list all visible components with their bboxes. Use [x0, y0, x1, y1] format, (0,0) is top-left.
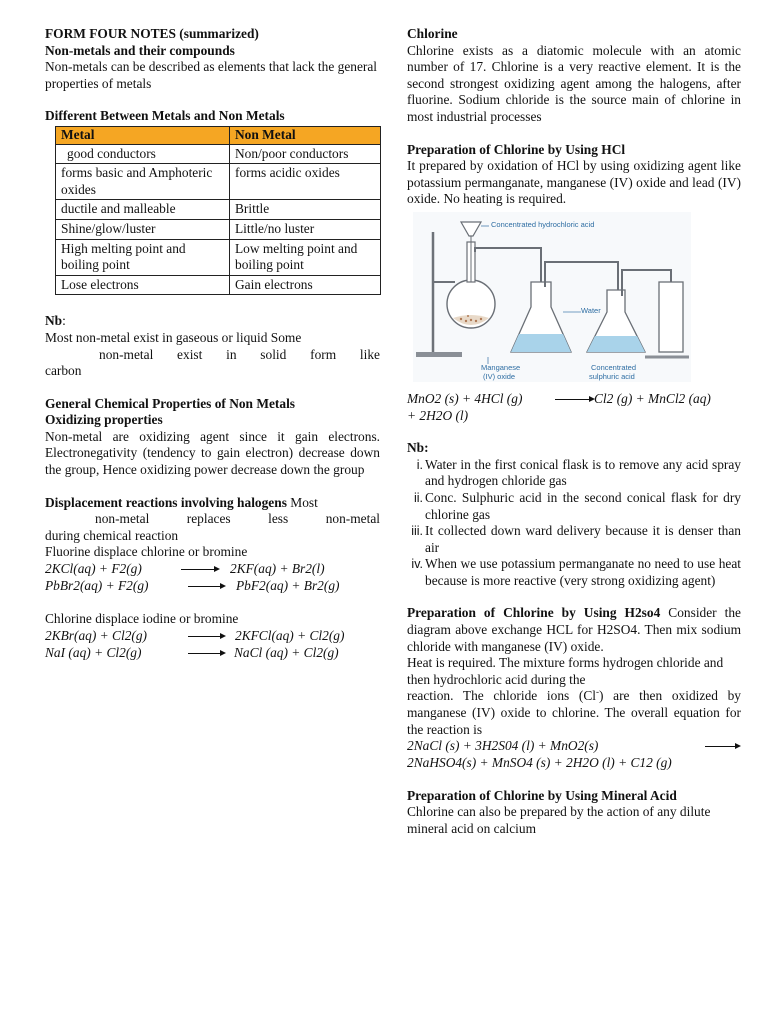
nb-heading-right: Nb:: [407, 440, 429, 456]
chlorine-apparatus-diagram: [413, 212, 691, 382]
right-column: [407, 26, 741, 838]
fluorine-line: Fluorine displace chlorine or bromine: [45, 544, 248, 560]
displacement-text-2: non-metal replaces less non-metal: [95, 511, 380, 527]
chloride-charge: -: [596, 686, 599, 697]
list-item: [407, 523, 741, 556]
h2so4-equation-products: 2NaHSO4(s) + MnSO4 (s) + 2H2O (l) + C12 (g): [407, 755, 672, 771]
page-title: FORM FOUR NOTES (summarized): [45, 26, 259, 41]
list-text: It collected down ward delivery because it is denser than air: [425, 523, 741, 555]
arrow-icon: [188, 586, 224, 587]
chem-properties-heading: General Chemical Properties of Non Metals: [45, 395, 296, 411]
table-cell: forms basic and Amphoteric oxides: [56, 164, 230, 200]
h2so4-text-1: Consider the diagram above exchange HCL for H2SO4. Then mix sodium chloride with manganese (IV) oxide.: [407, 605, 741, 654]
table-cell: Little/no luster: [230, 219, 381, 239]
mineral-acid-heading: Preparation of Chlorine by Using Mineral Acid: [407, 787, 677, 803]
nb-text-2: non-metal exist in solid form like: [99, 346, 380, 362]
h2so4-paragraph-1: [407, 605, 741, 655]
hcl-equation: [407, 391, 741, 408]
equation-4-reactants: NaI (aq) + Cl2(g): [45, 644, 142, 660]
table-cell: Gain electrons: [230, 275, 381, 295]
metal-nonmetal-table: [55, 126, 381, 295]
table-row: [56, 144, 381, 164]
equation-1-reactants: 2KCl(aq) + F2(g): [45, 561, 142, 577]
figure-label-mno2-1: Manganese: [481, 362, 521, 372]
hcl-equation-products: Cl2 (g) + MnCl2 (aq): [594, 390, 711, 406]
left-column: [45, 26, 380, 662]
figure-label-acid: Concentrated hydrochloric acid: [491, 219, 595, 229]
comparison-heading: Different Between Metals and Non Metals: [45, 108, 285, 124]
table-row: [56, 164, 381, 200]
table-cell: Brittle: [230, 200, 381, 220]
table-header-metal: Metal: [56, 126, 230, 144]
arrow-icon: [188, 636, 224, 637]
arrow-icon: [555, 399, 593, 400]
displacement-text-3: during chemical reaction: [45, 527, 179, 543]
figure-label-mno2-2: (IV) oxide: [483, 371, 516, 381]
gas-jar: [659, 282, 683, 352]
table-row: [56, 200, 381, 220]
table-cell: ductile and malleable: [56, 200, 230, 220]
list-number: i.: [416, 457, 423, 472]
notes-list: [407, 457, 741, 590]
arrow-icon: [705, 746, 739, 747]
h2so4-text-2: Heat is required. The mixture forms hydrogen chloride and then hydrochloric acid during the: [407, 655, 724, 687]
list-item: [407, 490, 741, 523]
list-text: When we use potassium permanganate no need to use heat because is more reactive (very strong oxidizing agent): [425, 556, 741, 588]
nb-text: Most non-metal exist in gaseous or liquid Some: [45, 329, 302, 345]
table-cell: good conductors: [56, 144, 230, 164]
displacement-heading: Displacement reactions involving halogens: [45, 494, 287, 510]
equation-1-products: 2KF(aq) + Br2(l): [230, 561, 325, 577]
equation-3-products: 2KFCl(aq) + Cl2(g): [235, 627, 345, 643]
table-cell: Shine/glow/luster: [56, 219, 230, 239]
table-cell: Non/poor conductors: [230, 144, 381, 164]
equation-2-products: PbF2(aq) + Br2(g): [236, 578, 340, 594]
h2so4-paragraph-3: [407, 688, 741, 738]
hcl-text: It prepared by oxidation of HCl by using oxidizing agent like potassium permanganate, manganese (IV) oxide and lead (IV) oxide. No heating is required.: [407, 158, 741, 207]
list-number: iii.: [411, 524, 423, 539]
equation-4-products: NaCl (aq) + Cl2(g): [234, 644, 339, 660]
equation-2: [45, 578, 380, 595]
list-number: iv.: [411, 557, 423, 572]
arrow-icon: [188, 653, 224, 654]
list-item: [407, 556, 741, 589]
chlorine-heading: Chlorine: [407, 26, 458, 41]
intro-text: Non-metals can be described as elements that lack the general properties of metals: [45, 59, 378, 91]
figure-label-h2so4-2: sulphuric acid: [589, 371, 635, 381]
table-row: [56, 275, 381, 295]
stand-base: [416, 352, 462, 357]
apparatus-figure: [413, 212, 741, 387]
h2so4-heading: Preparation of Chlorine by Using H2so4: [407, 605, 661, 621]
equation-4: [45, 645, 380, 662]
table-header-row: [56, 126, 381, 144]
equation-2-reactants: PbBr2(aq) + F2(g): [45, 578, 149, 594]
h2so4-text-3b: ) are then oxidized by manganese (IV) oxide to chlorine. The overall equation for the reaction is: [407, 688, 741, 737]
table-row: [56, 219, 381, 239]
table-cell: High melting point and boiling point: [56, 239, 230, 275]
nb-text-3: carbon: [45, 363, 82, 379]
table-cell: forms acidic oxides: [230, 164, 381, 200]
list-number: ii.: [413, 490, 423, 505]
displacement-heading-line: [45, 495, 380, 512]
h2so4-text-3a: reaction. The chloride ions (Cl: [407, 688, 596, 704]
figure-label-h2so4-1: Concentrated: [591, 362, 637, 372]
displacement-text-1: Most: [290, 494, 318, 510]
equation-3-reactants: 2KBr(aq) + Cl2(g): [45, 627, 148, 643]
table-cell: Low melting point and boiling point: [230, 239, 381, 275]
list-item: [407, 457, 741, 490]
hcl-heading: Preparation of Chlorine by Using HCl: [407, 141, 626, 157]
chlorine-text: Chlorine exists as a diatomic molecule with an atomic number of 17. Chlorine is a very reactive element. It is the second strongest oxidizing agent among the halogens, after fluorine. Sodium chloride is the source main of chlorine in most industrial processes: [407, 42, 741, 124]
chlorine-line: Chlorine displace iodine or bromine: [45, 611, 239, 627]
equation-1: [45, 561, 380, 578]
oxidizing-heading: Oxidizing properties: [45, 412, 163, 428]
nb-label: Nb: [45, 313, 63, 329]
list-text: Water in the first conical flask is to remove any acid spray and hydrogen chloride gas: [425, 456, 741, 489]
table-row: [56, 239, 381, 275]
nb-heading: Nb:: [45, 313, 66, 329]
table-header-nonmetal: Non Metal: [230, 126, 381, 144]
section-heading-nonmetals: Non-metals and their compounds: [45, 42, 235, 58]
figure-label-water: Water: [581, 305, 601, 315]
list-text: Conc. Sulphuric acid in the second conical flask for dry chlorine gas: [425, 489, 741, 522]
arrow-icon: [181, 569, 218, 570]
equation-3: [45, 628, 380, 645]
h2so4-equation-line-1: [407, 738, 741, 755]
table-cell: Lose electrons: [56, 275, 230, 295]
mineral-acid-text: Chlorine can also be prepared by the action of any dilute mineral acid on calcium: [407, 804, 711, 836]
hcl-equation-reactants: MnO2 (s) + 4HCl (g): [407, 390, 523, 406]
hcl-equation-cont: + 2H2O (l): [407, 407, 469, 423]
oxidizing-text: Non-metal are oxidizing agent since it gain electrons. Electronegativity (tendency to gain electron) decrease down the group, Hence oxidizing power decrease down the group: [45, 428, 380, 478]
h2so4-equation-reactants: 2NaCl (s) + 3H2S04 (l) + MnO2(s): [407, 738, 599, 754]
